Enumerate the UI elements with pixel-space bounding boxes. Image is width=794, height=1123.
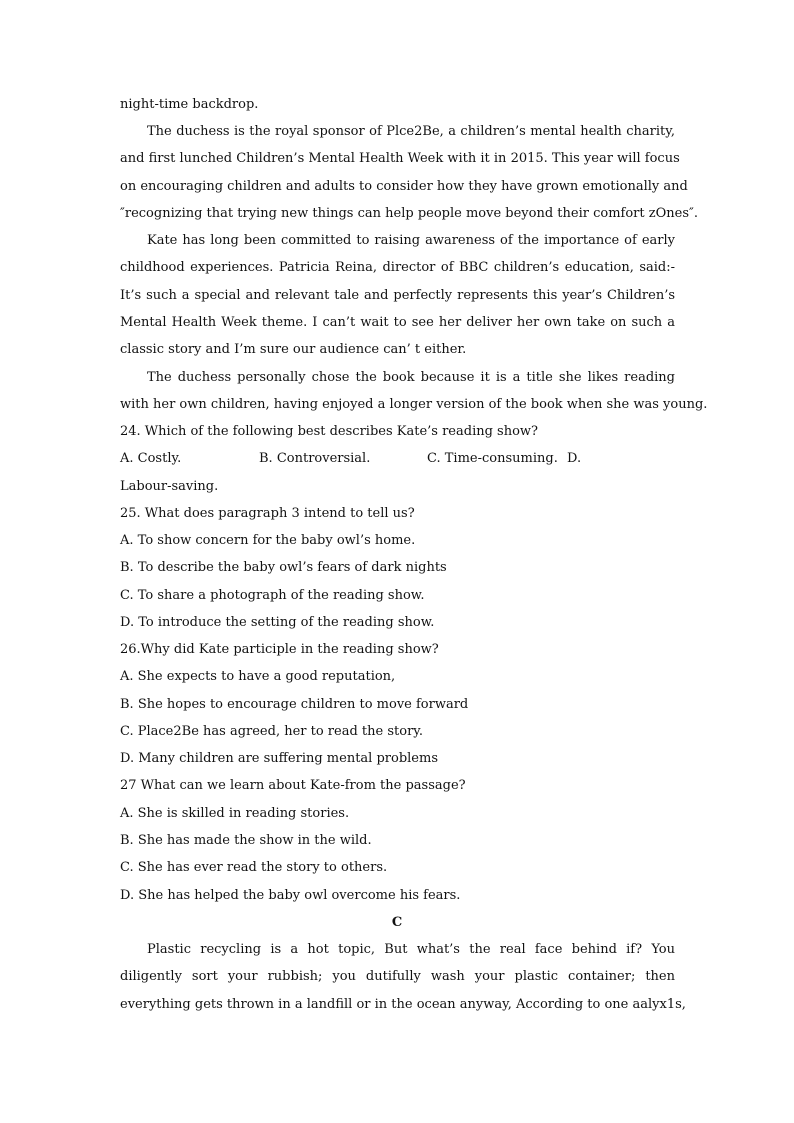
option-c: C. Place2Be has agreed, her to read the story. [120,724,424,739]
paragraph-line: night-time backdrop. [120,97,259,112]
paragraph-line: The duchess is the royal sponsor of Plce2Be, a children’s mental health charity, [147,124,675,139]
paragraph-line: everything gets thrown in a landfill or in the ocean anyway, According to one aalyx1s, [120,997,686,1012]
question-24: 24. Which of the following best describes Kate’s reading show? [120,424,539,439]
question-26: 26.Why did Kate participle in the reading show? [120,642,439,657]
question-25: 25. What does paragraph 3 intend to tell us? [120,506,415,521]
paragraph-line: Kate has long been committed to raising awareness of the importance of early [147,233,675,248]
option-a: A. She is skilled in reading stories. [120,806,350,821]
option-a: A. Costly. [120,451,182,466]
option-b: B. Controversial. [259,451,371,466]
paragraph-line: diligently sort your rubbish; you dutifully wash your plastic container; then [120,969,675,984]
option-d: D. Many children are suffering mental problems [120,751,438,766]
section-heading: C [391,915,403,930]
option-b: B. To describe the baby owl’s fears of dark nights [120,560,447,575]
paragraph-line: Mental Health Week theme. I can’t wait to see her deliver her own take on such a [120,315,675,330]
option-b: B. She hopes to encourage children to move forward [120,697,469,712]
option-c: C. Time-consuming. [427,451,558,466]
option-d: D. To introduce the setting of the reading show. [120,615,435,630]
question-27: 27 What can we learn about Kate-from the passage? [120,778,466,793]
option-c: C. To share a photograph of the reading show. [120,588,425,603]
option-c: C. She has ever read the story to others. [120,860,388,875]
paragraph-line: It’s such a special and relevant tale and perfectly represents this year’s Children’s [120,288,675,303]
paragraph-line: The duchess personally chose the book because it is a title she likes reading [147,370,675,385]
paragraph-line: and first lunched Children’s Mental Health Week with it in 2015. This year will focus [120,151,680,166]
paragraph-line: classic story and I’m sure our audience can’ t either. [120,342,467,357]
paragraph-line: ″recognizing that trying new things can help people move beyond their comfort zOnes″. [120,206,698,221]
option-d: D. She has helped the baby owl overcome his fears. [120,888,461,903]
paragraph-line: Plastic recycling is a hot topic, But what’s the real face behind if? You [147,942,675,957]
option-d-continued: Labour-saving. [120,479,219,494]
option-a: A. She expects to have a good reputation, [120,669,396,684]
option-b: B. She has made the show in the wild. [120,833,372,848]
question-24-options [120,451,675,467]
paragraph-line: on encouraging children and adults to consider how they have grown emotionally and [120,179,688,194]
option-d: D. [567,451,582,466]
paragraph-line: with her own children, having enjoyed a longer version of the book when she was young. [120,397,708,412]
option-a: A. To show concern for the baby owl’s home. [120,533,416,548]
paragraph-line: childhood experiences. Patricia Reina, director of BBC children’s education, said:- [120,260,675,275]
